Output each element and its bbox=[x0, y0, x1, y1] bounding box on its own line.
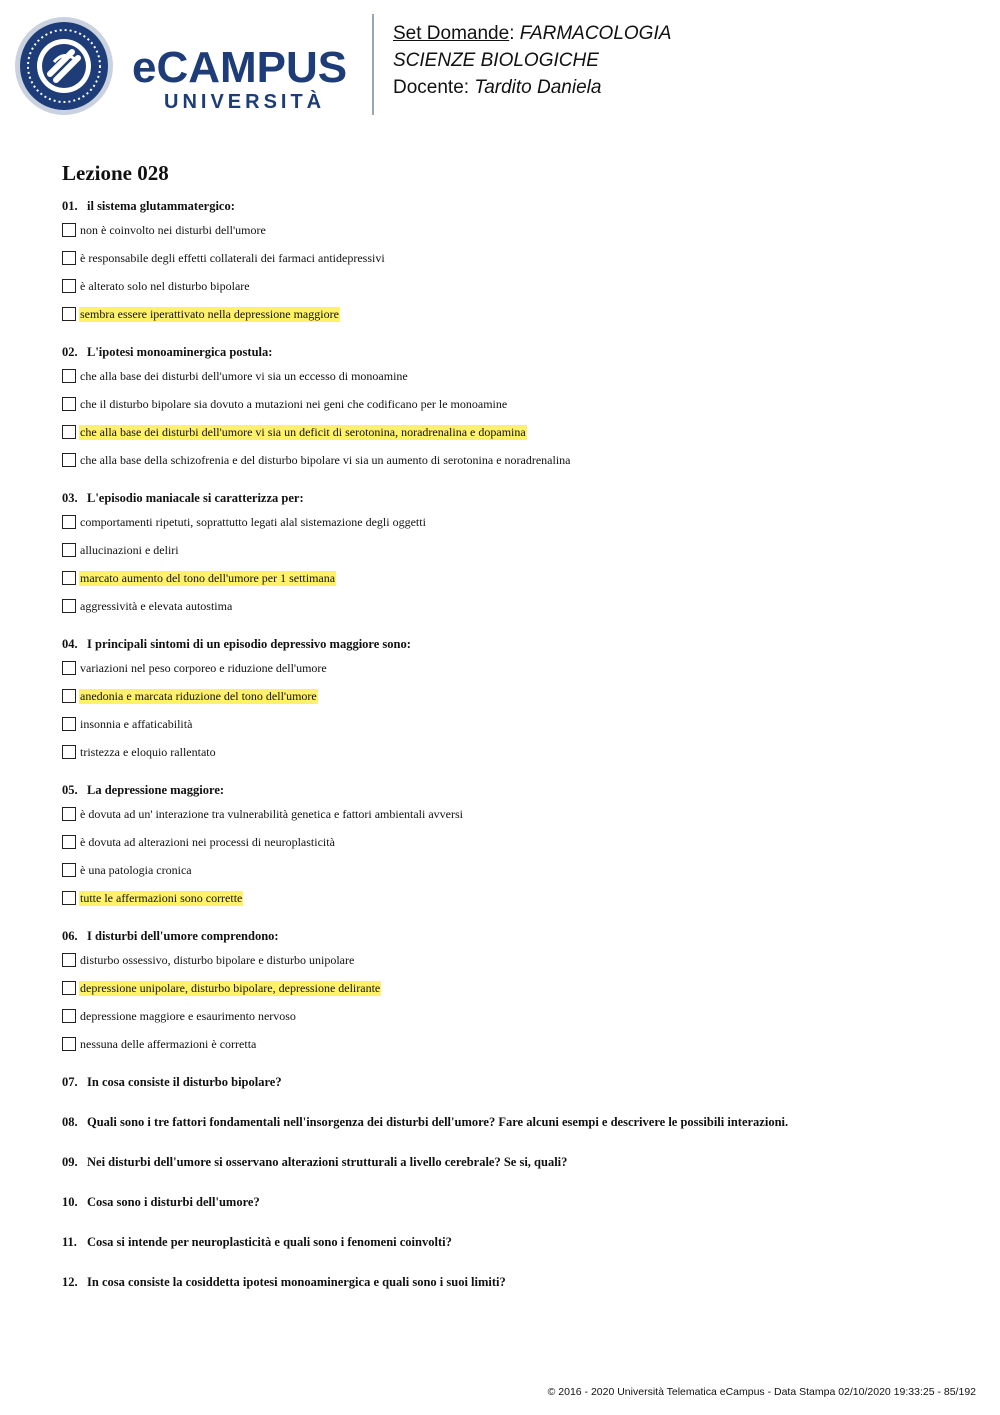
answer-option[interactable] bbox=[62, 946, 962, 974]
answer-text: nessuna delle affermazioni è corretta bbox=[80, 1036, 257, 1051]
logo-sub: UNIVERSITÀ bbox=[164, 91, 326, 113]
checkbox[interactable] bbox=[62, 689, 76, 703]
checkbox[interactable] bbox=[62, 981, 76, 995]
answer-text: variazioni nel peso corporeo e riduzione dell'umore bbox=[80, 660, 327, 675]
header-divider bbox=[372, 14, 374, 115]
question-text: Cosa sono i disturbi dell'umore? bbox=[87, 1195, 260, 1209]
answer-option[interactable] bbox=[62, 564, 962, 592]
answer-text: che il disturbo bipolare sia dovuto a mutazioni nei geni che codificano per le monoamine bbox=[80, 396, 508, 411]
set-value: FARMACOLOGIA bbox=[519, 23, 672, 44]
page-header bbox=[0, 0, 1000, 130]
answer-text: insonnia e affaticabilità bbox=[80, 716, 193, 731]
question-text: La depressione maggiore: bbox=[87, 783, 225, 797]
question-title bbox=[62, 926, 962, 946]
teacher-name: Tardito Daniela bbox=[474, 77, 602, 98]
answer-option[interactable] bbox=[62, 592, 962, 620]
open-question bbox=[62, 1272, 962, 1312]
answer-text: che alla base dei disturbi dell'umore vi sia un eccesso di monoamine bbox=[80, 368, 408, 383]
answer-option[interactable] bbox=[62, 1002, 962, 1030]
answer-text: è una patologia cronica bbox=[80, 862, 192, 877]
answer-text-correct: anedonia e marcata riduzione del tono dell'umore bbox=[80, 688, 317, 703]
question-text: il sistema glutammatergico: bbox=[87, 199, 235, 213]
question-block bbox=[62, 780, 962, 912]
logo-brand: eCAMPUS bbox=[132, 43, 348, 92]
checkbox[interactable] bbox=[62, 1037, 76, 1051]
checkbox[interactable] bbox=[62, 223, 76, 237]
open-question bbox=[62, 1192, 962, 1232]
checkbox[interactable] bbox=[62, 453, 76, 467]
open-question bbox=[62, 1152, 962, 1192]
question-text: I principali sintomi di un episodio depressivo maggiore sono: bbox=[87, 637, 411, 651]
question-number: 09. bbox=[62, 1155, 78, 1169]
checkbox[interactable] bbox=[62, 369, 76, 383]
answer-option[interactable] bbox=[62, 654, 962, 682]
ecampus-logo bbox=[14, 14, 354, 120]
answer-text-correct: depressione unipolare, disturbo bipolare, depressione delirante bbox=[80, 980, 381, 995]
answer-option[interactable] bbox=[62, 272, 962, 300]
open-question bbox=[62, 1072, 962, 1112]
checkbox[interactable] bbox=[62, 251, 76, 265]
lesson-title: Lezione 028 bbox=[62, 161, 169, 185]
checkbox[interactable] bbox=[62, 863, 76, 877]
checkbox[interactable] bbox=[62, 599, 76, 613]
checkbox[interactable] bbox=[62, 279, 76, 293]
answer-text: disturbo ossessivo, disturbo bipolare e disturbo unipolare bbox=[80, 952, 355, 967]
answer-text: aggressività e elevata autostima bbox=[80, 598, 233, 613]
question-text: In cosa consiste la cosiddetta ipotesi monoaminergica e quali sono i suoi limiti? bbox=[87, 1275, 506, 1289]
question-text: In cosa consiste il disturbo bipolare? bbox=[87, 1075, 282, 1089]
checkbox[interactable] bbox=[62, 515, 76, 529]
open-question bbox=[62, 1112, 962, 1152]
question-number: 01. bbox=[62, 199, 78, 213]
checkbox[interactable] bbox=[62, 717, 76, 731]
answer-option[interactable] bbox=[62, 536, 962, 564]
answer-option[interactable] bbox=[62, 1030, 962, 1058]
question-title bbox=[62, 780, 962, 800]
answer-option[interactable] bbox=[62, 682, 962, 710]
question-text: Cosa si intende per neuroplasticità e quali sono i fenomeni coinvolti? bbox=[87, 1235, 452, 1249]
question-number: 11. bbox=[62, 1235, 77, 1249]
question-title bbox=[62, 488, 962, 508]
question-number: 10. bbox=[62, 1195, 78, 1209]
answer-text: è alterato solo nel disturbo bipolare bbox=[80, 278, 250, 293]
answer-option[interactable] bbox=[62, 244, 962, 272]
checkbox[interactable] bbox=[62, 661, 76, 675]
answer-text-correct: sembra essere iperattivato nella depressione maggiore bbox=[80, 306, 339, 321]
answer-option[interactable] bbox=[62, 800, 962, 828]
answer-option[interactable] bbox=[62, 710, 962, 738]
question-number: 05. bbox=[62, 783, 78, 797]
question-block bbox=[62, 634, 962, 766]
answer-text: è responsabile degli effetti collaterali dei farmaci antidepressivi bbox=[80, 250, 385, 265]
checkbox[interactable] bbox=[62, 745, 76, 759]
question-number: 02. bbox=[62, 345, 78, 359]
question-number: 06. bbox=[62, 929, 78, 943]
question-title bbox=[62, 196, 962, 216]
course-name: SCIENZE BIOLOGICHE bbox=[393, 50, 599, 71]
set-label: Set Domande bbox=[393, 23, 510, 44]
answer-option[interactable] bbox=[62, 446, 962, 474]
question-block bbox=[62, 196, 962, 328]
answer-option[interactable] bbox=[62, 828, 962, 856]
answer-text: che alla base della schizofrenia e del disturbo bipolare vi sia un aumento di serotonina e noradrenalina bbox=[80, 452, 571, 467]
answer-text: depressione maggiore e esaurimento nervoso bbox=[80, 1008, 296, 1023]
question-number: 04. bbox=[62, 637, 78, 651]
question-block bbox=[62, 926, 962, 1058]
checkbox[interactable] bbox=[62, 425, 76, 439]
question-number: 07. bbox=[62, 1075, 78, 1089]
checkbox[interactable] bbox=[62, 953, 76, 967]
answer-text: non è coinvolto nei disturbi dell'umore bbox=[80, 222, 266, 237]
question-title bbox=[62, 634, 962, 654]
question-text: L'episodio maniacale si caratterizza per: bbox=[87, 491, 304, 505]
answer-option[interactable] bbox=[62, 508, 962, 536]
open-question bbox=[62, 1232, 962, 1272]
question-text: L'ipotesi monoaminergica postula: bbox=[87, 345, 273, 359]
questions-list bbox=[62, 196, 962, 1312]
answer-option[interactable] bbox=[62, 856, 962, 884]
header-info: Set Domande: FARMACOLOGIA SCIENZE BIOLOGICHE Docente: Tardito Daniela bbox=[393, 23, 672, 98]
answer-option[interactable] bbox=[62, 362, 962, 390]
answer-text-correct: che alla base dei disturbi dell'umore vi sia un deficit di serotonina, noradrenalina e dopamina bbox=[80, 424, 526, 439]
answer-option[interactable] bbox=[62, 216, 962, 244]
answer-text: è dovuta ad alterazioni nei processi di neuroplasticità bbox=[80, 834, 335, 849]
checkbox[interactable] bbox=[62, 1009, 76, 1023]
question-number: 12. bbox=[62, 1275, 78, 1289]
answer-option[interactable] bbox=[62, 884, 962, 912]
answer-option[interactable] bbox=[62, 738, 962, 766]
teacher-label: Docente: bbox=[393, 77, 470, 98]
question-number: 03. bbox=[62, 491, 78, 505]
checkbox[interactable] bbox=[62, 307, 76, 321]
answer-text: tristezza e eloquio rallentato bbox=[80, 744, 216, 759]
question-text: Nei disturbi dell'umore si osservano alterazioni strutturali a livello cerebrale? Se si, quali? bbox=[87, 1155, 568, 1169]
answer-text-correct: marcato aumento del tono dell'umore per 1 settimana bbox=[80, 570, 336, 585]
answer-option[interactable] bbox=[62, 300, 962, 328]
question-block bbox=[62, 342, 962, 474]
checkbox[interactable] bbox=[62, 397, 76, 411]
question-text: I disturbi dell'umore comprendono: bbox=[87, 929, 279, 943]
answer-option[interactable] bbox=[62, 418, 962, 446]
checkbox[interactable] bbox=[62, 891, 76, 905]
question-title bbox=[62, 342, 962, 362]
answer-text-correct: tutte le affermazioni sono corrette bbox=[80, 890, 243, 905]
question-text: Quali sono i tre fattori fondamentali nell'insorgenza dei disturbi dell'umore? Fare alcuni esempi e descrivere le possibili interazioni. bbox=[87, 1115, 789, 1129]
answer-text: allucinazioni e deliri bbox=[80, 542, 179, 557]
question-number: 08. bbox=[62, 1115, 78, 1129]
answer-text: è dovuta ad un' interazione tra vulnerabilità genetica e fattori ambientali avversi bbox=[80, 806, 463, 821]
checkbox[interactable] bbox=[62, 571, 76, 585]
checkbox[interactable] bbox=[62, 807, 76, 821]
checkbox[interactable] bbox=[62, 835, 76, 849]
checkbox[interactable] bbox=[62, 543, 76, 557]
answer-text: comportamenti ripetuti, soprattutto legati alal sistemazione degli oggetti bbox=[80, 514, 426, 529]
question-block bbox=[62, 488, 962, 620]
page-footer: © 2016 - 2020 Università Telematica eCampus - Data Stampa 02/10/2020 19:33:25 - 85/192 bbox=[547, 1386, 976, 1398]
answer-option[interactable] bbox=[62, 974, 962, 1002]
answer-option[interactable] bbox=[62, 390, 962, 418]
